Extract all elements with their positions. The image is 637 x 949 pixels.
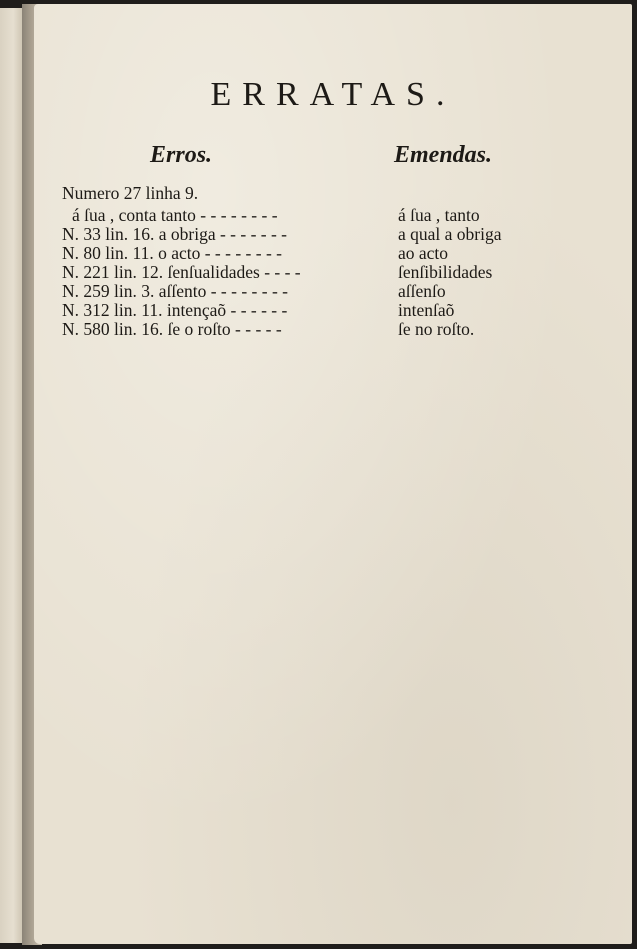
- page-title: ERRATAS.: [210, 76, 456, 113]
- error-text: N. 221 lin. 12. ſenſualidades - - - -: [62, 262, 301, 282]
- errata-row: [62, 301, 622, 320]
- correction-text: ſenſibilidades: [398, 262, 493, 282]
- error-text: Numero 27 linha 9.: [62, 183, 199, 203]
- error-text: N. 80 lin. 11. o acto - - - - - - - -: [62, 243, 282, 263]
- error-text: N. 312 lin. 11. intençaõ - - - - - -: [62, 300, 288, 320]
- errata-row: [62, 263, 622, 282]
- correction-text: á ſua , tanto: [398, 205, 480, 225]
- errata-row: [62, 320, 622, 339]
- correction-text: intenſaõ: [398, 300, 455, 320]
- column-header-errors: Erros.: [150, 142, 213, 168]
- error-text: N. 580 lin. 16. ſe o roſto - - - - -: [62, 319, 282, 339]
- error-text: N. 33 lin. 16. a obriga - - - - - - -: [62, 224, 288, 244]
- correction-text: ſe no roſto.: [398, 319, 475, 339]
- errata-row: [62, 225, 622, 244]
- errata-row: [62, 206, 622, 225]
- errata-list: [62, 184, 622, 339]
- errata-row: [62, 244, 622, 263]
- error-text: N. 259 lin. 3. aſſento - - - - - - - -: [62, 281, 288, 301]
- correction-text: ao acto: [398, 243, 449, 263]
- correction-text: aſſenſo: [398, 281, 446, 301]
- error-text: á ſua , conta tanto - - - - - - - -: [72, 205, 278, 225]
- column-header-corrections: Emendas.: [394, 142, 493, 168]
- errata-row: [62, 184, 622, 206]
- book-page: [34, 4, 632, 944]
- errata-row: [62, 282, 622, 301]
- correction-text: a qual a obriga: [398, 224, 502, 244]
- facing-page-edge: [0, 8, 22, 943]
